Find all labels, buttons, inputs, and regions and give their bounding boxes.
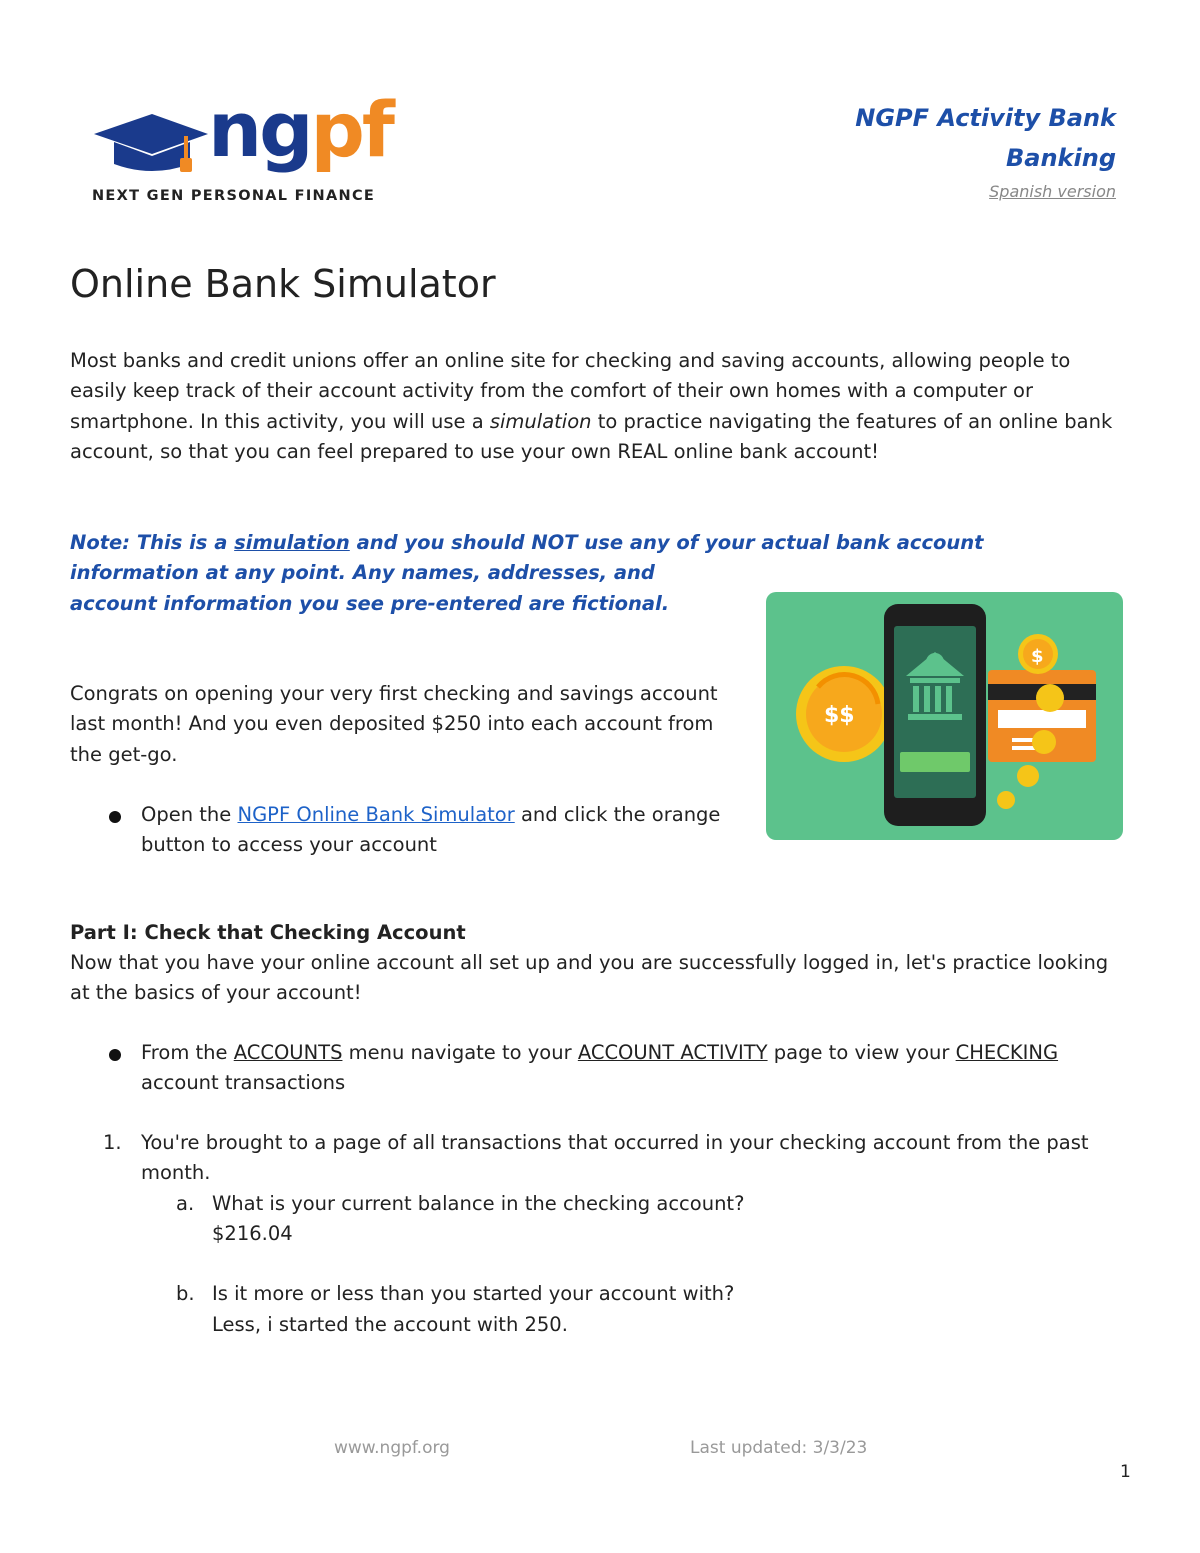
congrats-paragraph: Congrats on opening your very first checking and savings account last month! And you even deposited $250 into each account from the get-go. — [70, 682, 718, 766]
intro-paragraph: Most banks and credit unions offer an online site for checking and saving accounts, allowing people to easily keep track of their account activity from the comfort of their own homes with a computer or smartphone. In this activity, you will use a simulation to practice navigating the features of an online bank account, so that you can feel prepared to use your own REAL online bank account! — [70, 349, 1113, 464]
footer-website: www.ngpf.org — [334, 1438, 450, 1458]
part-one-heading: Part I: Check that Checking Account — [70, 921, 466, 944]
simulation-emphasis: simulation — [489, 409, 592, 433]
navigate-accounts-instruction: From the ACCOUNTS menu navigate to your ACCOUNT ACTIVITY page to view your CHECKING account transactions — [141, 1041, 1059, 1095]
simulation-link[interactable]: simulation — [234, 531, 350, 554]
svg-text:$$: $$ — [824, 703, 855, 728]
page-number: 1 — [1120, 1462, 1131, 1482]
ngpf-logo — [90, 85, 392, 210]
activity-bank-label: NGPF Activity Bank — [855, 104, 1116, 132]
sub-question-text: Is it more or less than you started your account with? — [212, 1282, 735, 1305]
answer-text: $216.04 — [212, 1222, 293, 1245]
account-activity-ref: ACCOUNT ACTIVITY — [577, 1041, 768, 1064]
graduation-cap-icon — [90, 112, 208, 182]
category-label: Banking — [1005, 144, 1116, 172]
sub-question-text: What is your current balance in the checking account? — [212, 1192, 745, 1215]
note-paragraph: Note: This is a simulation and you should NOT use any of your actual bank account information at any point. Any names, addresses, and account information you see pre-entered are fictional. — [70, 531, 984, 615]
mobile-banking-illustration — [766, 592, 1123, 840]
logo-tagline: NEXT GEN PERSONAL FINANCE — [92, 188, 376, 204]
svg-text:$: $ — [1031, 646, 1044, 667]
bullet-point — [109, 811, 121, 823]
answer-text: Less, i started the account with 250. — [212, 1313, 568, 1336]
question-text: You're brought to a page of all transactions that occurred in your checking account from the past month. — [141, 1131, 1089, 1185]
ngpf-online-bank-simulator-link[interactable]: NGPF Online Bank Simulator — [237, 803, 515, 826]
bullet-point — [109, 1049, 121, 1061]
accounts-menu-ref: ACCOUNTS — [233, 1041, 343, 1064]
open-simulator-instruction: Open the NGPF Online Bank Simulator and click the orange button to access your account — [141, 803, 721, 857]
spanish-version-link[interactable]: Spanish version — [989, 182, 1116, 201]
checking-ref: CHECKING — [955, 1041, 1059, 1064]
part-one-intro: Now that you have your online account all set up and you are successfully logged in, let's practice looking at the basics of your account! — [70, 951, 1109, 1005]
sub-question-letter: a. — [176, 1192, 195, 1215]
page-title: Online Bank Simulator — [70, 262, 496, 306]
logo-wordmark: ngpf — [208, 85, 392, 174]
footer-last-updated: Last updated: 3/3/23 — [690, 1438, 868, 1458]
question-number: 1. — [103, 1131, 122, 1154]
sub-question-letter: b. — [176, 1282, 195, 1305]
